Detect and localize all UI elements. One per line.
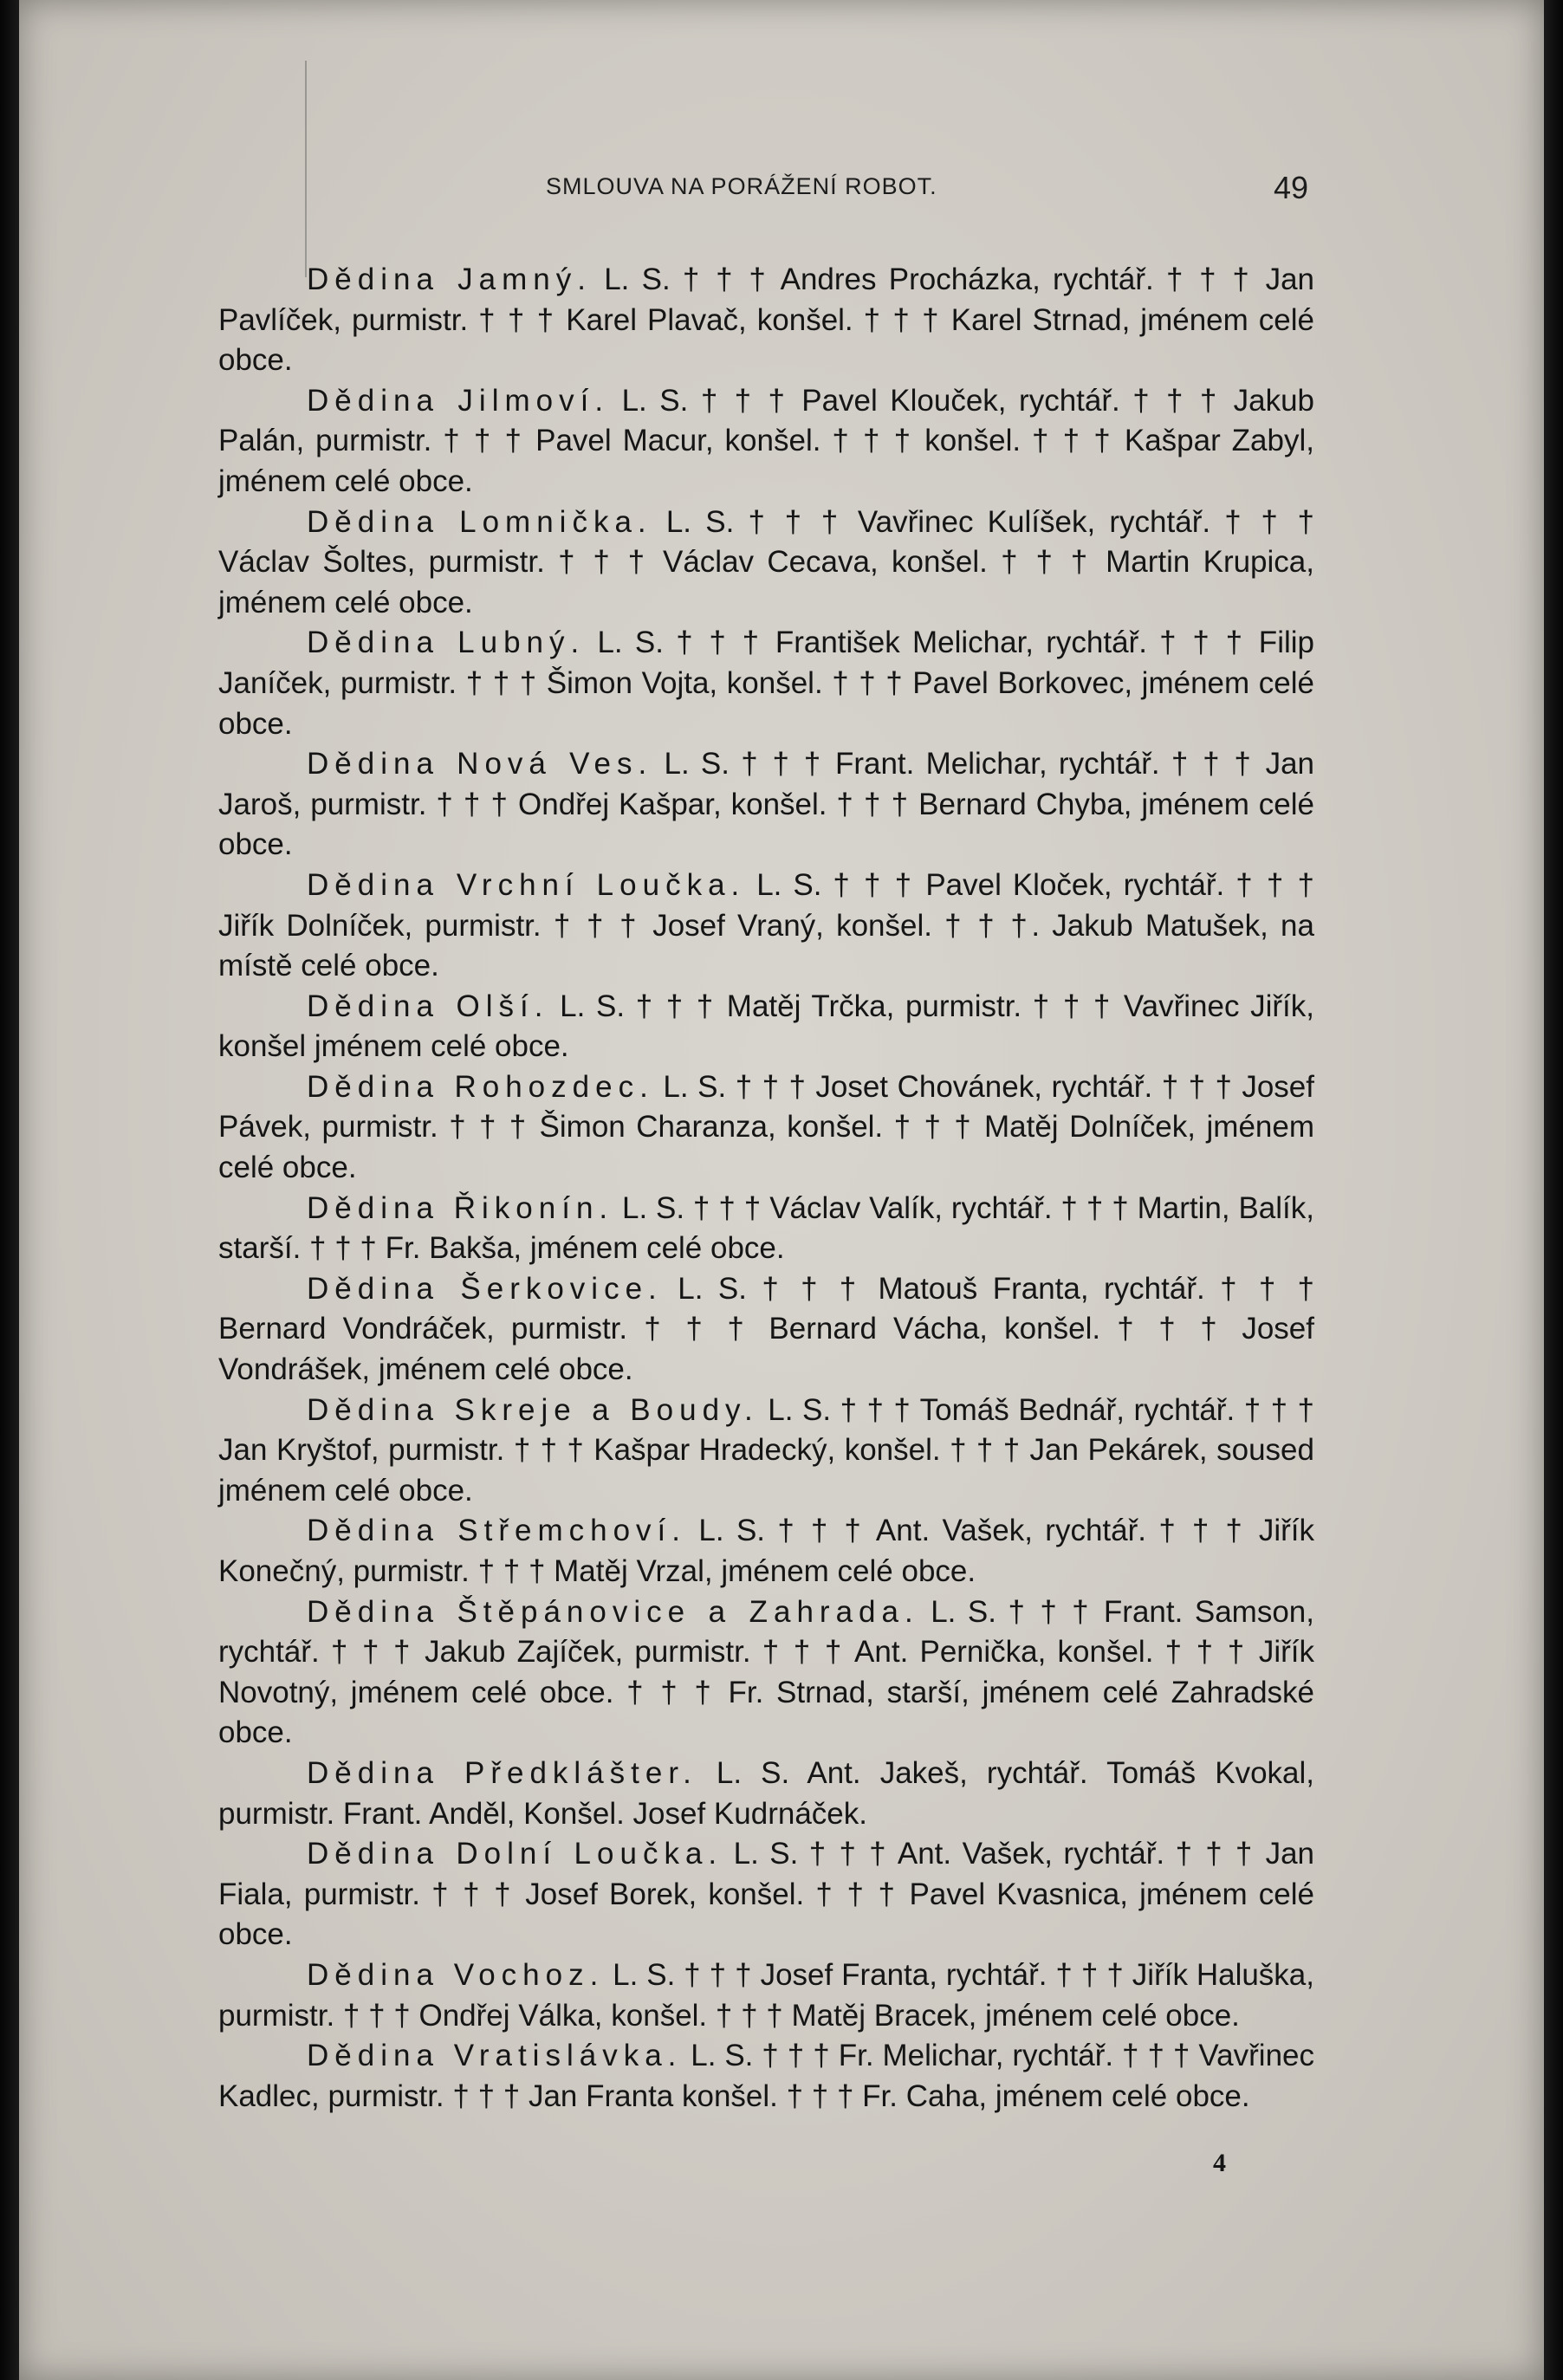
- entry-lubny: [218, 623, 1314, 744]
- entry-text: L. S. † † † Frant. Samson, rychtář. † † † Jakub Zajíček, purmistr. † † † Ant. Pernička, konšel. † † † Jiřík Novotný, jménem celé obce. † † † Fr. Strnad, starší, jménem celé Zahradské obce.: [218, 1594, 1314, 1750]
- entry-text: L. S. † † † Joset Chovánek, rychtář. † † † Josef Pávek, purmistr. † † † Šimon Charanza, konšel. † † † Matěj Dolníček, jménem celé obce.: [218, 1069, 1314, 1185]
- entry-jilmovi: [218, 381, 1314, 503]
- village-name: Dědina Vochoz.: [307, 1957, 605, 1992]
- entry-serkovice: [218, 1269, 1314, 1391]
- village-name: Dědina Šerkovice.: [307, 1271, 663, 1306]
- entries-list: [218, 260, 1314, 2117]
- entry-vratislavka: [218, 2036, 1314, 2117]
- entry-text: L. S. † † † Matěj Trčka, purmistr. † † † Vavřinec Jiřík, konšel jménem celé obce.: [218, 989, 1314, 1064]
- village-name: Dědina Jamný.: [307, 263, 592, 296]
- scan-right-edge: [1544, 0, 1563, 2380]
- entry-text: L. S. † † † Frant. Melichar, rychtář. † † † Jan Jaroš, purmistr. † † † Ondřej Kašpar, konšel. † † † Bernard Chyba, jménem celé obce.: [218, 747, 1315, 862]
- running-title: SMLOUVA NA PORÁŽENÍ ROBOT.: [546, 173, 937, 199]
- village-name: Dědina Vratislávka.: [307, 2039, 683, 2073]
- scan-left-edge: [0, 0, 19, 2380]
- entry-stepanovice-a-zahrada: [218, 1592, 1314, 1754]
- entry-rikonin: [218, 1189, 1314, 1269]
- entry-olsi: [218, 987, 1314, 1067]
- entry-vrchni-loucka: [218, 866, 1314, 987]
- signature-mark: 4: [1213, 2149, 1226, 2177]
- entry-text: L. S. † † † Andres Procházka, rychtář. † † † Jan Pavlíček, purmistr. † † † Karel Plavač, konšel. † † † Karel Strnad, jménem celé obce.: [218, 263, 1314, 378]
- entry-text: L. S. † † † Ant. Vašek, rychtář. † † † Jan Fiala, purmistr. † † † Josef Borek, konšel. † † † Pavel Kvasnica, jménem celé obce.: [218, 1837, 1315, 1952]
- entry-text: L. S. † † † Pavel Kloček, rychtář. † † † Jiřík Dolníček, purmistr. † † † Josef Vraný, konšel. † † †. Jakub Matušek, na místě celé obce.: [218, 867, 1314, 983]
- village-name: Dědina Lubný.: [307, 626, 586, 660]
- entry-nova-ves: [218, 744, 1314, 866]
- entry-text: L. S. † † † František Melichar, rychtář. † † † Filip Janíček, purmistr. † † † Šimon Vojta, konšel. † † † Pavel Borkovec, jménem celé obce.: [218, 626, 1314, 741]
- entry-text: L. S. † † † Václav Valík, rychtář. † † † Martin, Balík, starší. † † † Fr. Bakša, jménem celé obce.: [218, 1190, 1314, 1266]
- entry-vochoz: [218, 1955, 1314, 2036]
- entry-dolni-loucka: [218, 1834, 1314, 1955]
- village-name: Dědina Olší.: [307, 989, 549, 1023]
- entry-text: L. S. † † † Matouš Franta, rychtář. † † † Bernard Vondráček, purmistr. † † † Bernard Vácha, konšel. † † † Josef Vondrášek, jménem celé obce.: [218, 1271, 1314, 1387]
- entry-lomnicka: [218, 503, 1314, 624]
- entry-skreje-a-boudy: [218, 1391, 1314, 1512]
- entry-stremchovi: [218, 1511, 1314, 1592]
- village-name: Dědina Nová Ves.: [307, 747, 653, 781]
- entry-text: L. S. † † † Ant. Vašek, rychtář. † † † Jiřík Konečný, purmistr. † † † Matěj Vrzal, jménem celé obce.: [218, 1514, 1314, 1588]
- village-name: Dědina Předklášter.: [307, 1755, 697, 1790]
- entry-text: L. S. † † † Pavel Klouček, rychtář. † † † Jakub Palán, purmistr. † † † Pavel Macur, konšel. † † † konšel. † † † Kašpar Zabyl, jménem celé obce.: [218, 383, 1314, 498]
- village-name: Dědina Skreje a Boudy.: [307, 1392, 759, 1427]
- village-name: Dědina Střemchoví.: [307, 1514, 687, 1548]
- entry-rohozdec: [218, 1067, 1314, 1189]
- entry-text: L. S. † † † Vavřinec Kulíšek, rychtář. † † † Václav Šoltes, purmistr. † † † Václav Cecava, konšel. † † † Martin Krupica, jménem celé obce.: [218, 504, 1315, 619]
- entry-text: L. S. Ant. Jakeš, rychtář. Tomáš Kvokal, purmistr. Frant. Anděl, Konšel. Josef Kudrnáček.: [218, 1755, 1315, 1831]
- page-number: 49: [1274, 170, 1309, 205]
- village-name: Dědina Řikonín.: [307, 1190, 614, 1225]
- village-name: Dědina Jilmoví.: [307, 383, 610, 418]
- entry-jamny: [218, 260, 1314, 381]
- entry-predklaster: [218, 1754, 1314, 1834]
- village-name: Dědina Dolní Loučka.: [307, 1837, 723, 1871]
- entry-text: L. S. † † † Tomáš Bednář, rychtář. † † † Jan Kryštof, purmistr. † † † Kašpar Hradecký, konšel. † † † Jan Pekárek, soused jménem celé obce.: [218, 1392, 1314, 1508]
- gutter-mark: [305, 61, 307, 277]
- village-name: Dědina Lomnička.: [307, 504, 652, 539]
- entry-text: L. S. † † † Josef Franta, rychtář. † † † Jiřík Haluška, purmistr. † † † Ondřej Válka, konšel. † † † Matěj Bracek, jménem celé obce.: [218, 1957, 1314, 2033]
- entry-text: L. S. † † † Fr. Melichar, rychtář. † † † Vavřinec Kadlec, purmistr. † † † Jan Franta konšel. † † † Fr. Caha, jménem celé obce.: [218, 2039, 1314, 2113]
- village-name: Dědina Vrchní Loučka.: [307, 867, 746, 902]
- village-name: Dědina Štěpánovice a Zahrada.: [307, 1594, 919, 1629]
- village-name: Dědina Rohozdec.: [307, 1069, 654, 1104]
